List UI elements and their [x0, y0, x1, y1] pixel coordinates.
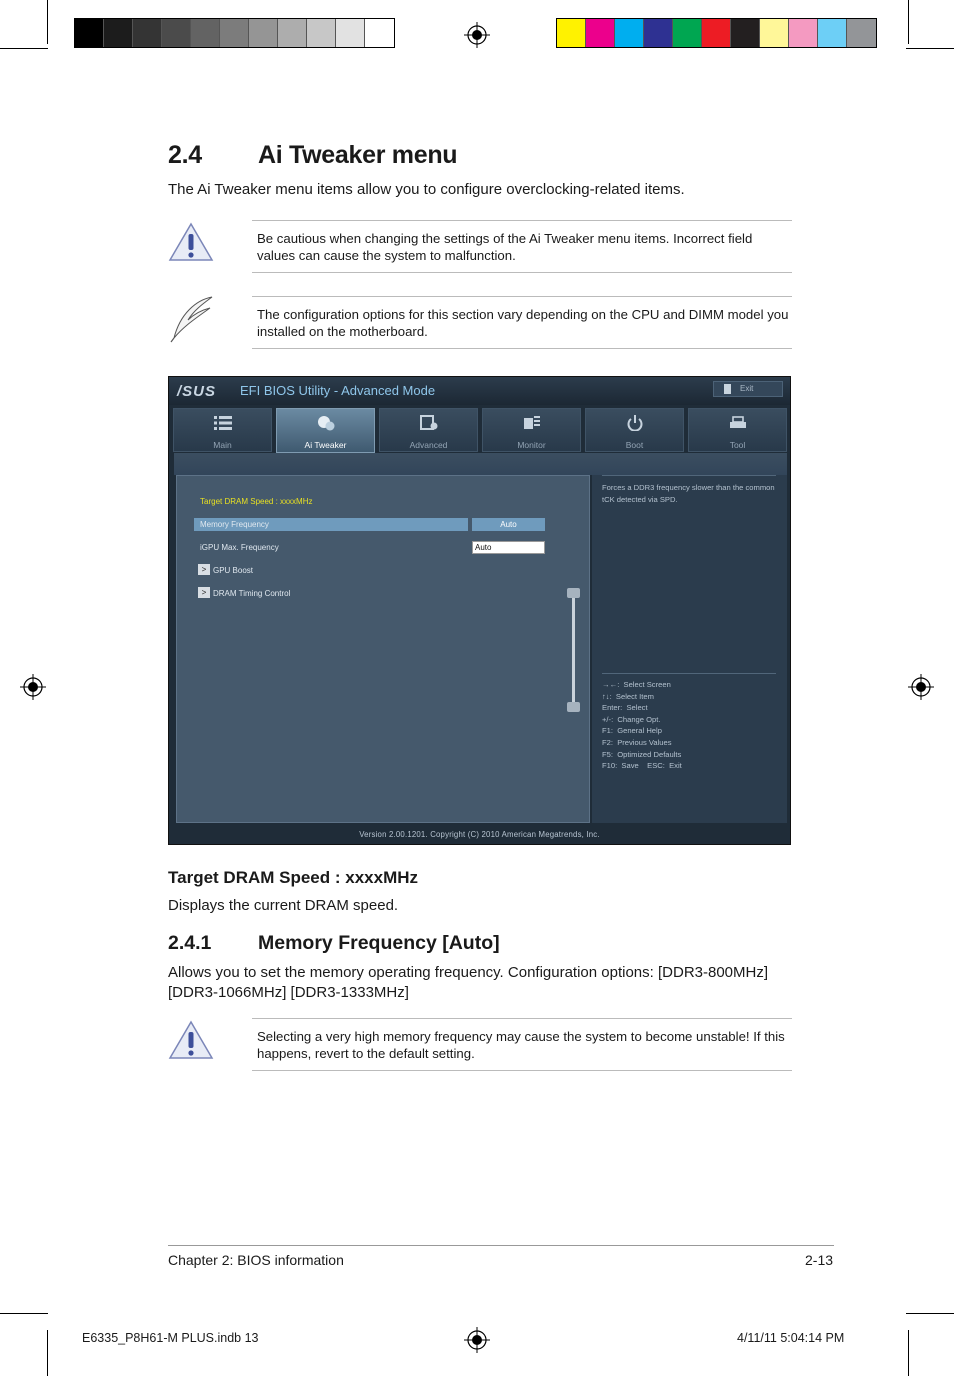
bios-tab-bar — [173, 408, 788, 453]
color-swatch — [644, 19, 673, 47]
caution-icon — [168, 1019, 214, 1061]
color-swatch — [104, 19, 133, 47]
color-swatch — [818, 19, 847, 47]
tab-advanced[interactable] — [379, 408, 478, 452]
key-legend — [602, 679, 782, 772]
bios-screenshot — [168, 376, 791, 845]
tab-boot[interactable] — [585, 408, 684, 452]
color-swatch — [133, 19, 162, 47]
tab-label: Ai Tweaker — [304, 440, 347, 450]
color-swatch — [731, 19, 760, 47]
memory-frequency-label: Memory Frequency — [200, 520, 269, 529]
exit-door-icon — [724, 384, 731, 394]
section-number: 2.4 — [168, 141, 202, 169]
target-dram-speed: Target DRAM Speed : xxxxMHz — [200, 497, 313, 506]
key-legend-item: →←: Select Screen — [602, 680, 671, 689]
registration-mark-icon — [20, 674, 46, 700]
gpu-boost-item[interactable]: GPU Boost — [213, 566, 254, 575]
bios-title-bar — [169, 377, 790, 405]
color-swatch — [702, 19, 731, 47]
crop-mark — [47, 1330, 48, 1376]
color-swatch — [220, 19, 249, 47]
color-swatch — [162, 19, 191, 47]
scrollbar[interactable] — [567, 588, 580, 712]
caution-icon — [168, 221, 214, 263]
tab-label: Main — [213, 440, 232, 450]
submenu-arrow-icon: > — [198, 564, 210, 575]
color-swatch — [615, 19, 644, 47]
igpu-max-frequency-label: iGPU Max. Frequency — [200, 543, 279, 552]
color-swatch — [191, 19, 220, 47]
monitor-icon — [523, 415, 541, 431]
crop-mark — [906, 48, 954, 49]
section-intro: The Ai Tweaker menu items allow you to configure overclocking-related items. — [168, 181, 685, 198]
color-swatch — [75, 19, 104, 47]
key-legend-item: F5: Optimized Defaults — [602, 749, 682, 759]
color-swatch — [307, 19, 336, 47]
crop-mark — [47, 0, 48, 44]
divider — [602, 673, 776, 674]
item-help-text: Forces a DDR3 frequency slower than the common tCK detected via SPD. — [602, 483, 775, 504]
footer-chapter: Chapter 2: BIOS information — [168, 1252, 344, 1268]
crop-mark — [908, 0, 909, 44]
key-legend-item: +/-: Change Opt. — [602, 714, 661, 724]
bios-title: EFI BIOS Utility - Advanced Mode — [240, 383, 436, 398]
color-swatch — [557, 19, 586, 47]
scroll-up-icon[interactable] — [567, 588, 580, 598]
print-slug-file: E6335_P8H61-M PLUS.indb 13 — [82, 1331, 259, 1345]
memory-frequency-description: Allows you to set the memory operating frequency. Configuration options: [DDR3-800MHz] [DDR3-1066MHz] [DDR3-1333MHz] — [168, 964, 769, 1001]
color-swatch — [365, 19, 394, 47]
tab-label: Boot — [625, 440, 644, 450]
key-legend-item: F10: Save ESC: Exit — [602, 761, 682, 771]
key-legend-item: ↑↓: Select Item — [602, 691, 654, 701]
asus-logo: /SUS — [177, 383, 217, 400]
key-legend-item: F1: General Help — [602, 726, 662, 736]
registration-mark-icon — [908, 674, 934, 700]
color-swatch — [278, 19, 307, 47]
crop-mark — [908, 1330, 909, 1376]
color-swatch — [847, 19, 876, 47]
crop-mark — [906, 1313, 954, 1314]
registration-mark-icon — [464, 1327, 490, 1353]
print-slug-date: 4/11/11 5:04:14 PM — [737, 1331, 845, 1345]
color-swatch — [336, 19, 365, 47]
scroll-down-icon[interactable] — [567, 702, 580, 712]
section-heading — [168, 141, 457, 170]
tab-label: Monitor — [517, 440, 546, 450]
key-legend-item: F2: Previous Values — [602, 737, 672, 747]
section-title: Ai Tweaker menu — [258, 141, 458, 169]
key-legend-item: Enter: Select — [602, 703, 648, 713]
tab-tool[interactable] — [688, 408, 787, 452]
tab-ai-tweaker[interactable] — [276, 408, 375, 453]
color-swatch — [760, 19, 789, 47]
caution-note: Be cautious when changing the settings of the Ai Tweaker menu items. Incorrect field values can cause the system to malfunction. — [252, 220, 792, 273]
target-dram-heading: Target DRAM Speed : xxxxMHz — [168, 868, 419, 887]
subsection-title: Memory Frequency [Auto] — [258, 932, 500, 954]
footer-rule — [168, 1245, 834, 1246]
registration-mark-icon — [464, 22, 490, 48]
version-text: Version 2.00.1201. Copyright (C) 2010 American Megatrends, Inc. — [359, 830, 600, 839]
help-panel — [592, 475, 787, 823]
feather-note-icon — [166, 294, 216, 344]
printer-icon — [729, 415, 747, 431]
gray-swatch-strip — [74, 18, 395, 48]
tab-label: Tool — [729, 440, 746, 450]
target-dram-description: Displays the current DRAM speed. — [168, 897, 399, 914]
exit-button[interactable] — [713, 381, 783, 397]
crop-mark — [0, 1313, 48, 1314]
tab-main[interactable] — [173, 408, 272, 452]
tab-monitor[interactable] — [482, 408, 581, 452]
memory-frequency-value[interactable]: Auto — [472, 518, 545, 531]
caution-note: Selecting a very high memory frequency may cause the system to become unstable! If this happens, revert to the default setting. — [252, 1018, 792, 1071]
power-icon — [626, 415, 644, 431]
submenu-arrow-icon: > — [198, 587, 210, 598]
color-swatch — [673, 19, 702, 47]
list-icon — [214, 415, 232, 431]
tab-label: Advanced — [409, 440, 448, 450]
crop-mark — [0, 48, 48, 49]
scroll-track[interactable] — [572, 598, 575, 702]
color-swatch-strip — [556, 18, 877, 48]
settings-panel — [176, 475, 590, 823]
subsection-number: 2.4.1 — [168, 932, 212, 954]
tweaker-icon — [317, 415, 335, 431]
page-number: 2-13 — [805, 1252, 834, 1268]
advanced-icon — [420, 415, 438, 431]
divider — [602, 475, 776, 476]
exit-label: Exit — [740, 384, 754, 393]
dram-timing-control-item[interactable]: DRAM Timing Control — [213, 589, 291, 598]
panel-header-strip — [174, 453, 787, 475]
info-note: The configuration options for this section vary depending on the CPU and DIMM model you installed on the motherboard. — [252, 296, 792, 349]
color-swatch — [586, 19, 615, 47]
color-swatch — [789, 19, 818, 47]
memory-frequency-heading — [168, 932, 500, 955]
color-swatch — [249, 19, 278, 47]
igpu-max-frequency-value[interactable]: Auto — [472, 541, 545, 554]
